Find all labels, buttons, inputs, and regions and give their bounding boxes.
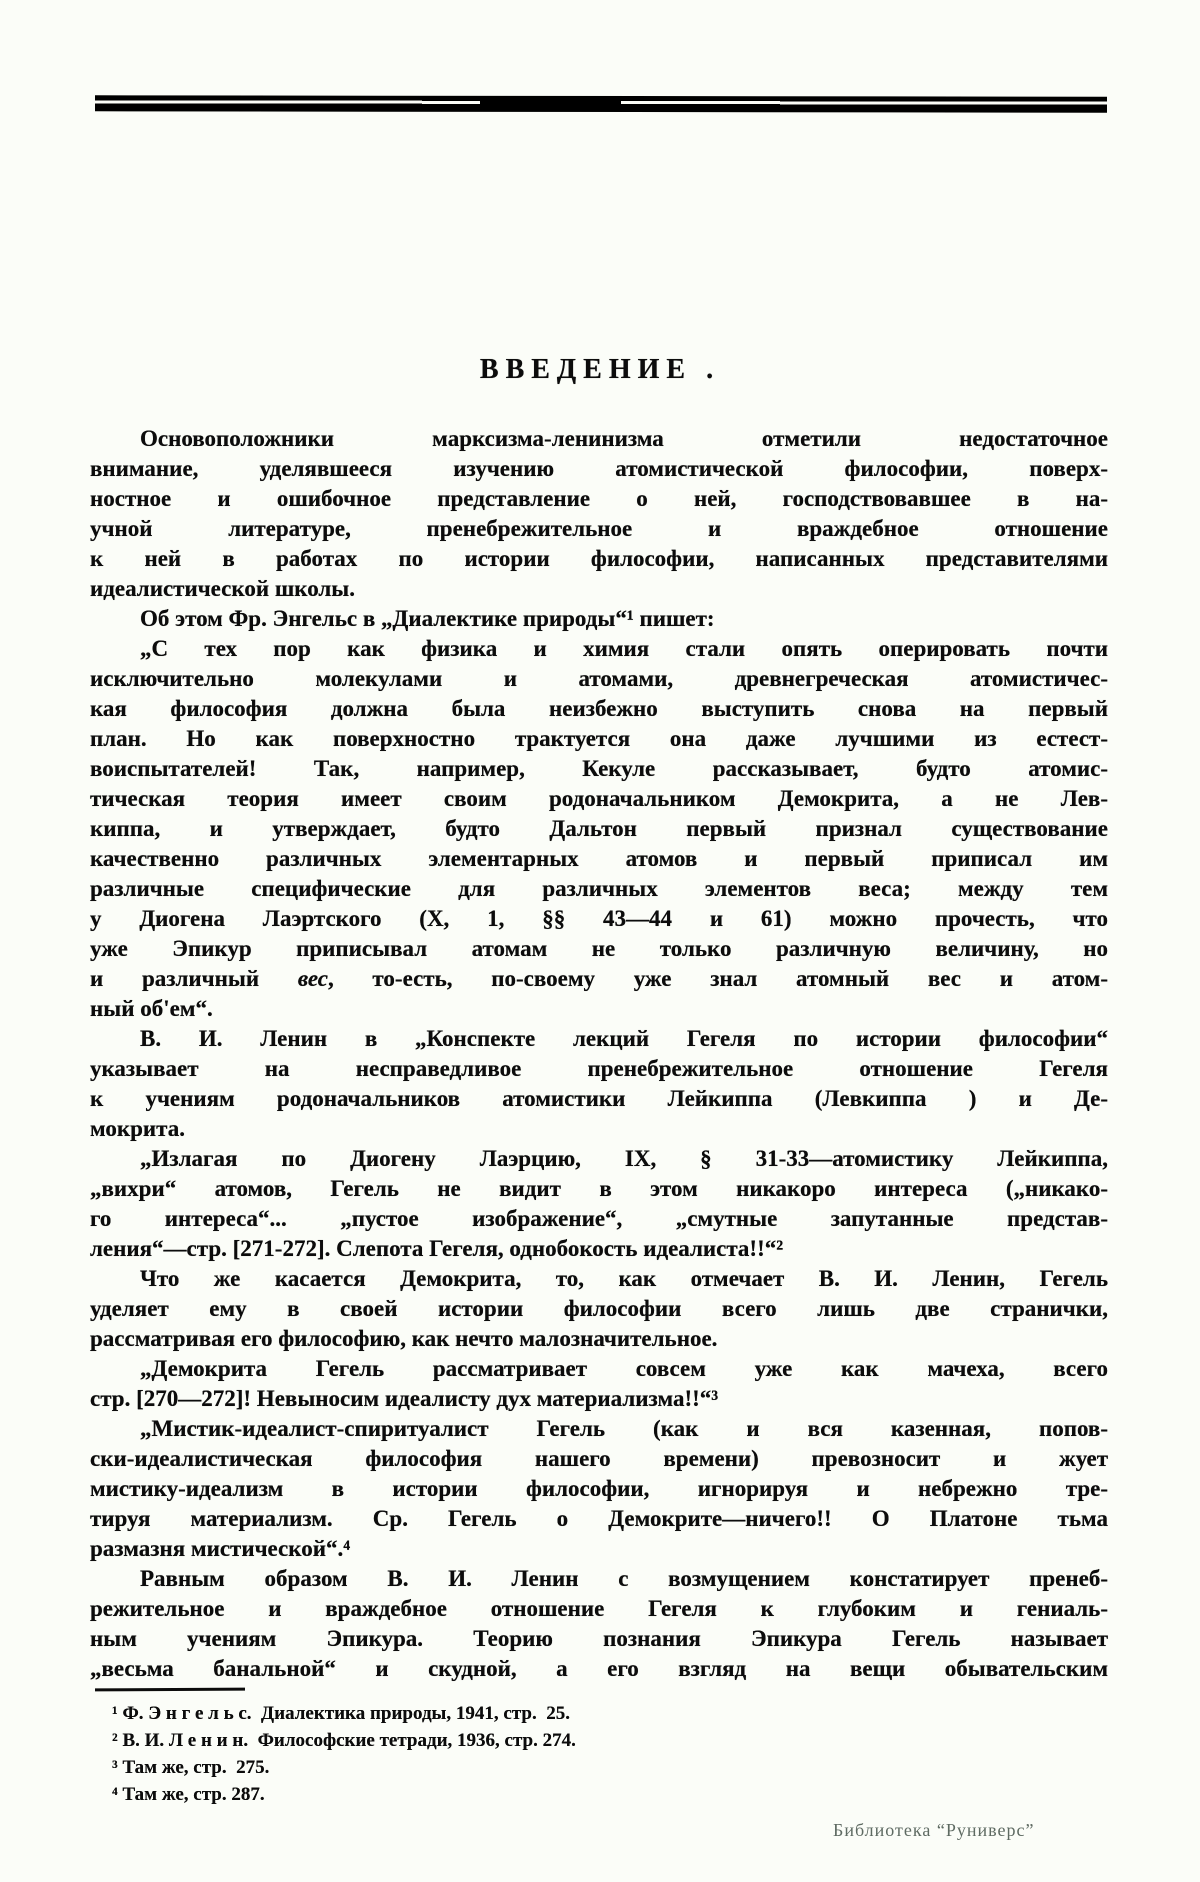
footnote-line: ⁴ Там же, стр. 287. xyxy=(112,1784,265,1805)
text-line: внимание, уделявшееся изучению атомистической философии, поверх- xyxy=(90,456,1108,481)
text-line: Что же касается Демокрита, то, как отмечает В. И. Ленин, Гегель xyxy=(140,1266,1108,1291)
text-line: мокрита. xyxy=(90,1116,185,1141)
text-line: В. И. Ленин в „Конспекте лекций Гегеля по истории философии“ xyxy=(140,1026,1108,1051)
text-line: идеалистической школы. xyxy=(90,576,356,601)
footnote-line: ² В. И. Л е н и н. Философские тетради, 1936, стр. 274. xyxy=(112,1730,576,1751)
text-line: учной литературе, пренебрежительное и враждебное отношение xyxy=(90,516,1108,541)
page-title: ВВЕДЕНИЕ . xyxy=(479,354,721,385)
text-line: ски-идеалистическая философия нашего времени) превозносит и жует xyxy=(90,1446,1108,1471)
text-line: исключительно молекулами и атомами, древнегреческая атомистичес- xyxy=(90,666,1108,691)
text-line: Об этом Фр. Энгельс в „Диалектике природы“¹ пишет: xyxy=(140,606,715,631)
body-text xyxy=(90,424,1108,1684)
text-line: „вихри“ атомов, Гегель не видит в этом никакоро интереса („никако- xyxy=(90,1176,1108,1201)
text-line: ный об'ем“. xyxy=(90,996,213,1021)
text-line: план. Но как поверхностно трактуется она даже лучшими из естест- xyxy=(90,726,1108,751)
text-line: „весьма банальной“ и скудной, а его взгляд на вещи обывательским xyxy=(90,1656,1108,1681)
text-line: воиспытателей! Так, например, Кекуле рассказывает, будто атомис- xyxy=(90,756,1108,781)
text-line: „С тех пор как физика и химия стали опять оперировать почти xyxy=(140,636,1108,661)
text-line: „Мистик-идеалист-спиритуалист Гегель (как и вся казенная, попов- xyxy=(140,1416,1108,1441)
text-line: стр. [270—272]! Невыносим идеалисту дух материализма!!“³ xyxy=(90,1386,719,1411)
text-line: „Излагая по Диогену Лаэрцию, IX, § 31-33—атомистику Лейкиппа, xyxy=(140,1146,1108,1171)
footnotes xyxy=(112,1700,1032,1808)
text-line: ностное и ошибочное представление о ней, господствовавшее в на- xyxy=(90,486,1108,511)
text-line: тическая теория имеет своим родоначальником Демокрита, а не Лев- xyxy=(90,786,1108,811)
text-line: у Диогена Лаэртского (X, 1, §§ 43—44 и 61) можно прочесть, что xyxy=(90,906,1108,931)
text-line: го интереса“... „пустое изображение“, „смутные запутанные представ- xyxy=(90,1206,1108,1231)
text-line: ным учениям Эпикура. Теорию познания Эпикура Гегель называет xyxy=(90,1626,1108,1651)
text-line: уделяет ему в своей истории философии всего лишь две странички, xyxy=(90,1296,1108,1321)
text-line: режительное и враждебное отношение Гегеля к глубоким и гениаль- xyxy=(90,1596,1108,1621)
text-line: киппа, и утверждает, будто Дальтон первый признал существование xyxy=(90,816,1108,841)
footnote-line: ¹ Ф. Э н г е л ь с. Диалектика природы, 1941, стр. 25. xyxy=(112,1703,570,1724)
text-line: „Демокрита Гегель рассматривает совсем уже как мачеха, всего xyxy=(140,1356,1108,1381)
footnote-line: ³ Там же, стр. 275. xyxy=(112,1757,270,1778)
text-line: кая философия должна была неизбежно выступить снова на первый xyxy=(90,696,1108,721)
footnote-separator xyxy=(95,1688,245,1692)
text-line: мистику-идеализм в истории философии, игнорируя и небрежно тре- xyxy=(90,1476,1108,1501)
text-line: к ней в работах по истории философии, написанных представителями xyxy=(90,546,1108,571)
text-line: указывает на несправедливое пренебрежительное отношение Гегеля xyxy=(90,1056,1108,1081)
text-line: ления“—стр. [271-272]. Слепота Гегеля, однобокость идеалиста!!“² xyxy=(90,1236,784,1261)
text-line: к учениям родоначальников атомистики Лейкиппа (Левкиппа ) и Де- xyxy=(90,1086,1108,1111)
text-line: различные специфические для различных элементов веса; между тем xyxy=(90,876,1108,901)
text-line: тируя материализм. Ср. Гегель о Демокрите—ничего!! О Платоне тьма xyxy=(90,1506,1108,1531)
library-watermark: Библиотека “Руниверс” xyxy=(833,1820,1035,1840)
text-line: Основоположники марксизма-ленинизма отметили недостаточное xyxy=(140,426,1108,451)
text-line: и различный вес, то-есть, по-своему уже знал атомный вес и атом- xyxy=(90,966,1109,991)
text-line: качественно различных элементарных атомов и первый приписал им xyxy=(90,846,1108,871)
top-rule xyxy=(95,95,1107,112)
text-line: размазня мистической“.⁴ xyxy=(90,1536,351,1561)
text-line: уже Эпикур приписывал атомам не только различную величину, но xyxy=(90,936,1108,961)
text-line: Равным образом В. И. Ленин с возмущением констатирует пренеб- xyxy=(140,1566,1108,1591)
text-line: рассматривая его философию, как нечто малозначительное. xyxy=(90,1326,718,1351)
